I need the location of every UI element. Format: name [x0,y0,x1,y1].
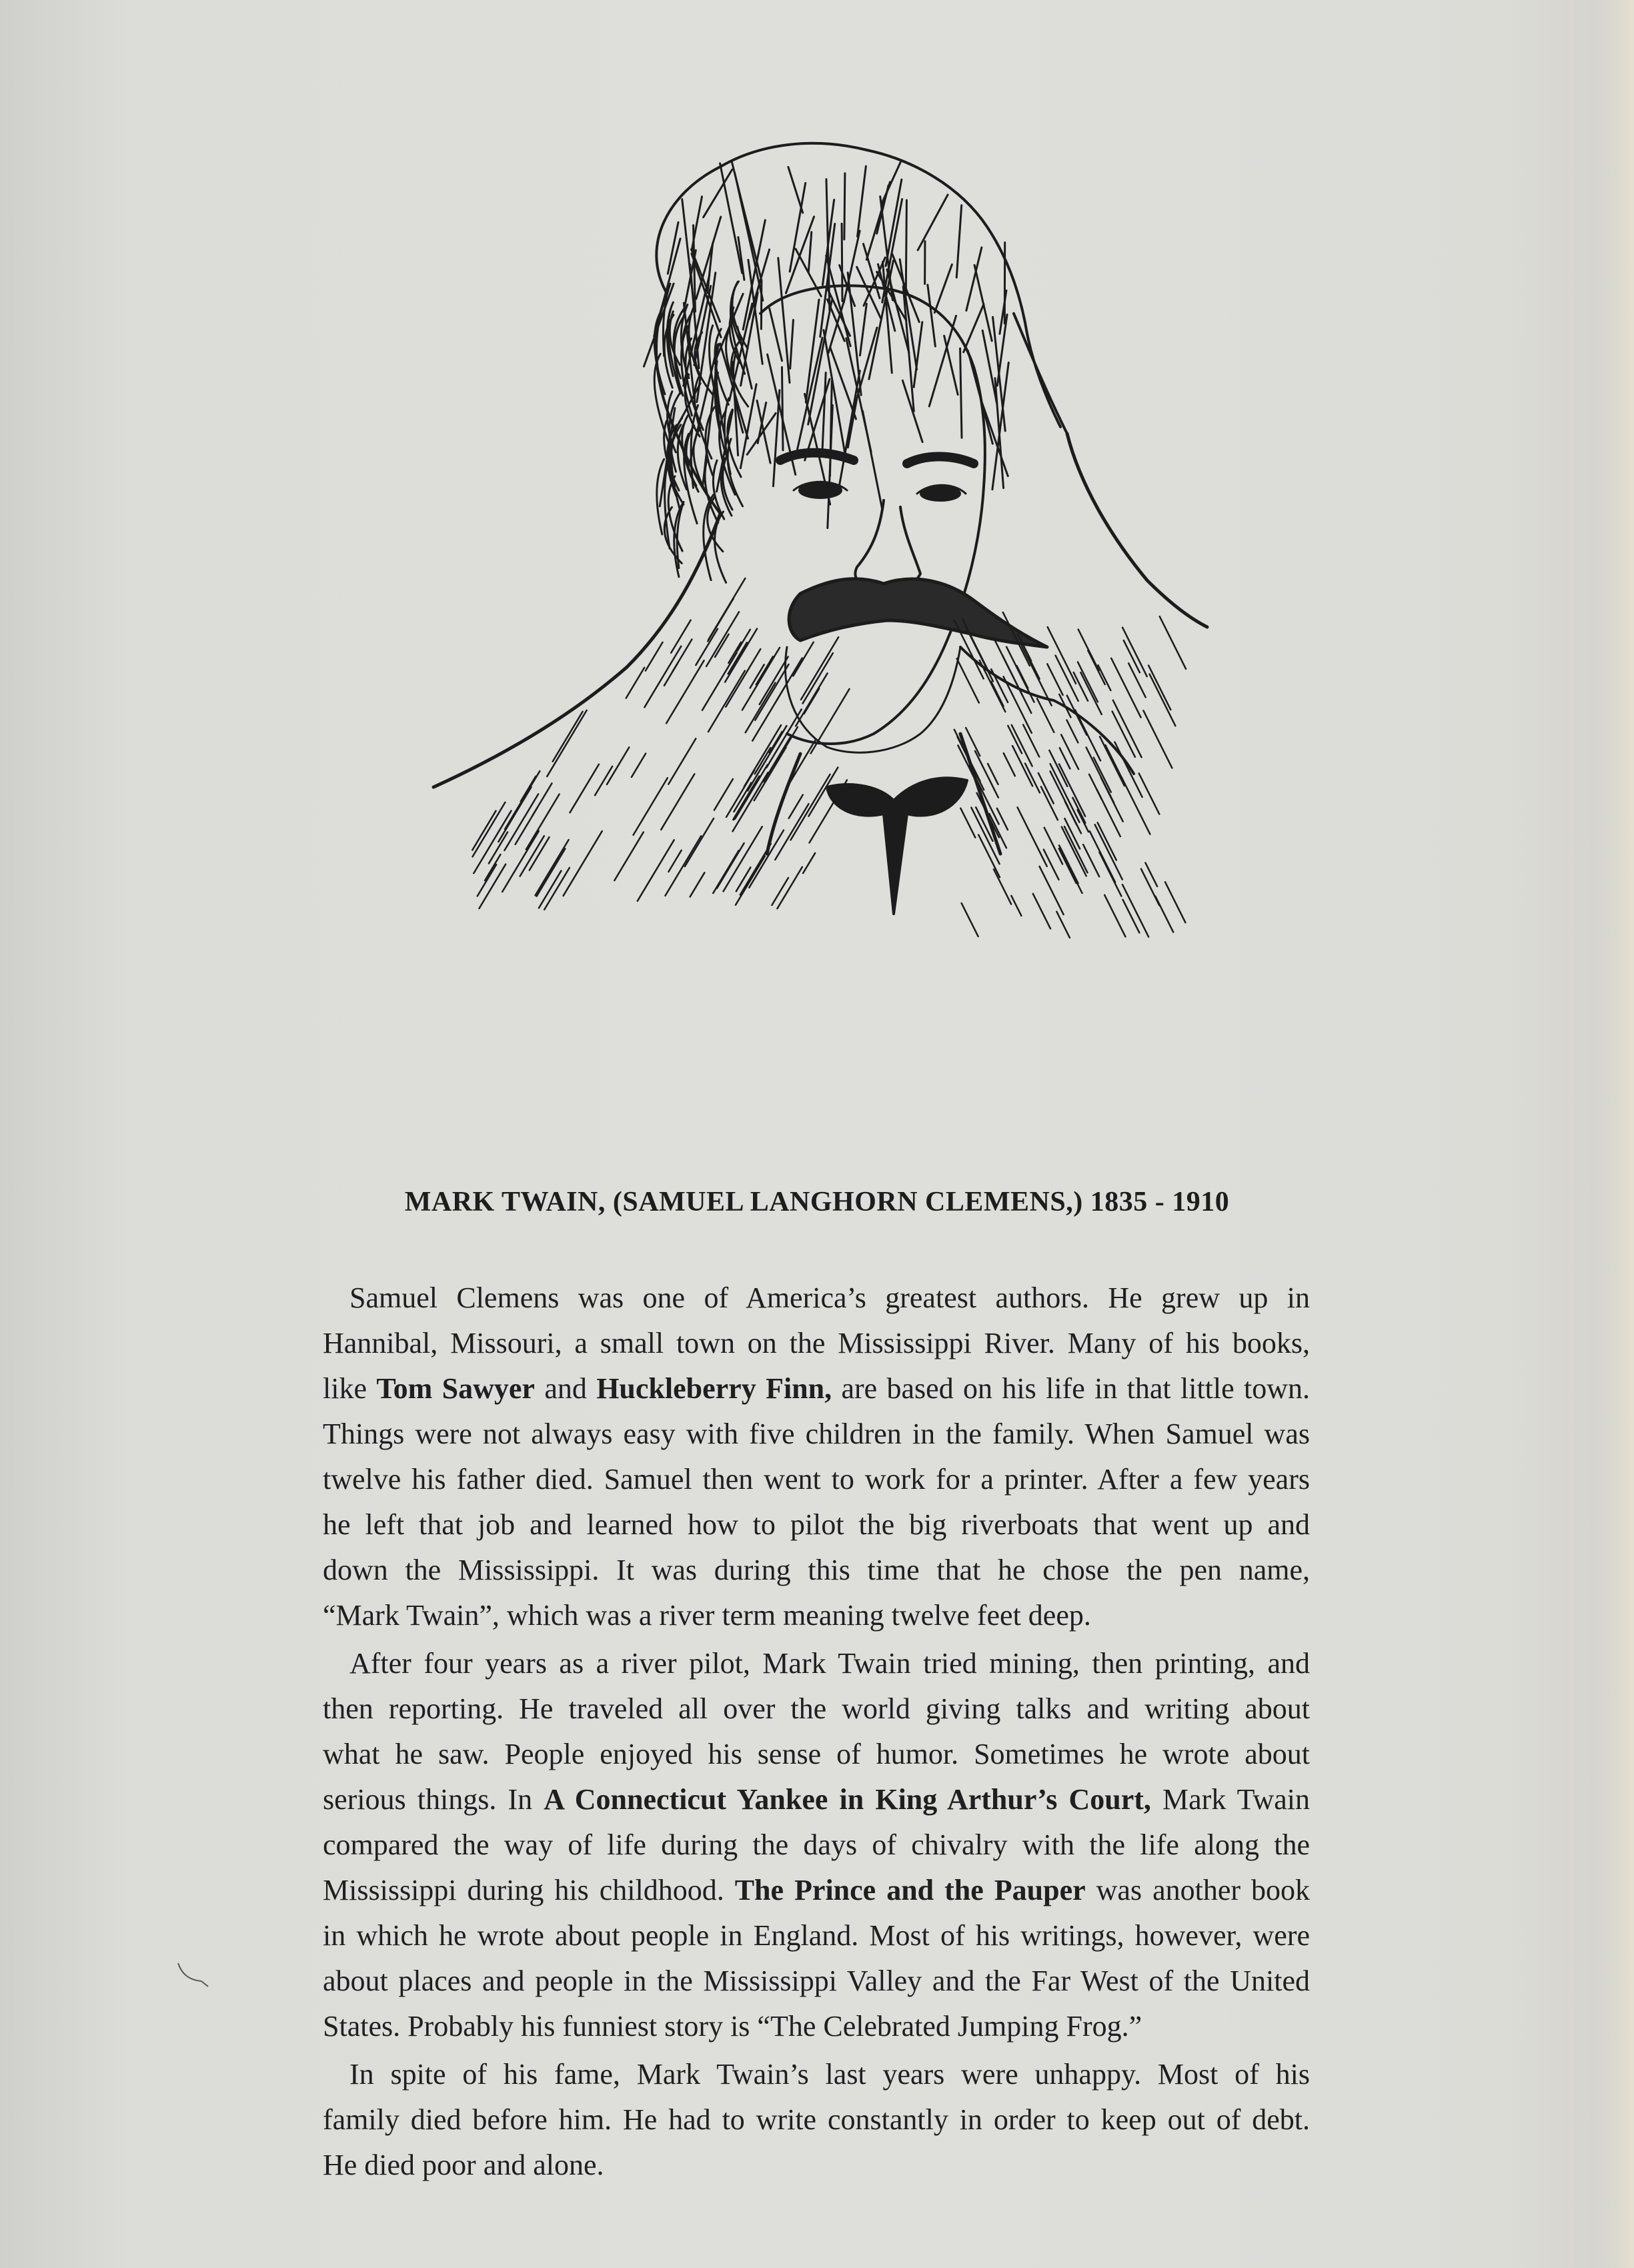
text-line: serious things. In A Connecticut Yankee in King Arthur’s Court, Mark Twain [323,1783,1310,1816]
text-line: compared the way of life during the days of chivalry with the life along the [323,1828,1310,1861]
text-line: States. Probably his funniest story is “The Celebrated Jumping Frog.” [323,2010,1142,2043]
text-line: “Mark Twain”, which was a river term meaning twelve feet deep. [323,1599,1091,1632]
paragraph [296,1275,1310,1638]
text-line: what he saw. People enjoyed his sense of humor. Sometimes he wrote about [323,1738,1310,1770]
biography-text [296,1275,1310,2191]
text-line: He died poor and alone. [323,2149,604,2181]
text-line: Samuel Clemens was one of America’s greatest authors. He grew up in [349,1281,1310,1314]
page-edge [1594,0,1634,2268]
text-line: in which he wrote about people in England. Most of his writings, however, were [323,1919,1310,1952]
text-line: like Tom Sawyer and Huckleberry Finn, are based on his life in that little town. [323,1372,1310,1405]
caption-years: 1835 - 1910 [1090,1187,1230,1217]
book-title: The Prince and the Pauper [734,1874,1086,1906]
text-line: Things were not always easy with five children in the family. When Samuel was [323,1418,1310,1450]
text-line: he left that job and learned how to pilot the big riverboats that went up and [323,1508,1310,1541]
text-line: down the Mississippi. It was during this time that he chose the pen name, [323,1554,1310,1586]
paragraph [296,2052,1310,2188]
text-line: After four years as a river pilot, Mark Twain tried mining, then printing, and [349,1647,1310,1680]
portrait-caption [0,1186,1634,1218]
text-line: twelve his father died. Samuel then went to work for a printer. After a few years [323,1463,1310,1496]
caption-name: MARK TWAIN, [404,1187,606,1217]
text-line: Mississippi during his childhood. The Prince and the Pauper was another book [323,1874,1310,1906]
caption-real-name: (SAMUEL LANGHORN CLEMENS,) [612,1187,1083,1217]
text-line: In spite of his fame, Mark Twain’s last years were unhappy. Most of his [349,2058,1310,2091]
text-line: Hannibal, Missouri, a small town on the Mississippi River. Many of his books, [323,1327,1310,1359]
mark-twain-portrait-illustration [387,113,1241,1027]
book-title: A Connecticut Yankee in King Arthur’s Court, [544,1783,1151,1816]
pencil-mark [175,1960,215,1993]
text-line: about places and people in the Mississippi Valley and the Far West of the United [323,1964,1310,1997]
paragraph [296,1641,1310,2049]
text-line: family died before him. He had to write constantly in order to keep out of debt. [323,2103,1310,2136]
book-title: Tom Sawyer [376,1372,535,1405]
text-line: then reporting. He traveled all over the world giving talks and writing about [323,1692,1310,1725]
book-title: Huckleberry Finn, [596,1372,832,1405]
